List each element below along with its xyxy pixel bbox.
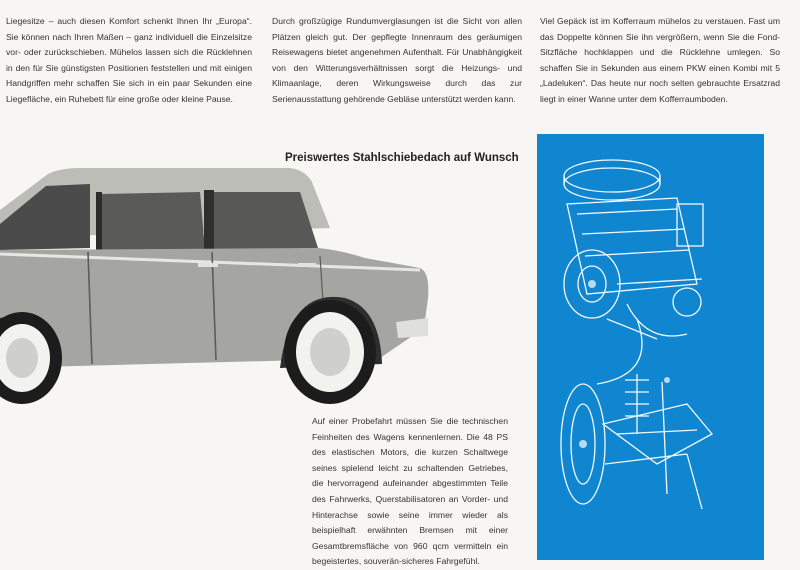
car-photo — [0, 168, 430, 408]
engine-illustration-panel — [537, 134, 764, 560]
paragraph-luggage: Viel Gepäck ist im Kofferraum mühelos zu verstauen. Fast um das Doppelte können Sie ihn vergrößern, wenn Sie die Fond-Sitzfläche hochklappen und die Rücklehne umlegen. So schaffen Sie in Sekunden aus einem PKW einen Kombi mit 5 „Ladeluken“. Das heute nur noch selten gebrauchte Ersatzrad liegt in einer Wanne unter dem Kofferraumboden. — [540, 16, 780, 104]
text-column-right — [540, 14, 780, 108]
text-column-left — [6, 14, 252, 108]
section-heading: Preiswertes Stahlschiebedach auf Wunsch — [285, 152, 519, 164]
test-drive-text — [312, 414, 508, 570]
paragraph-seats: Liegesitze – auch diesen Komfort schenkt Ihnen Ihr „Europa“. Sie können nach Ihren Maßen – ganz individuell die Einzelsitze vor- oder zurückschieben. Mühelos lassen sich die Rücklehnen in den für Sie günstigsten Positionen feststellen und mit einigen Handgriffen mehr schaffen Sie sich in ein paar Sekunden eine Liegefläche, ein Ruhebett für eine große oder kleine Pause. — [6, 16, 252, 104]
paragraph-test-drive: Auf einer Probefahrt müssen Sie die technischen Feinheiten des Wagens kennenlernen. Die 48 PS des elastischen Motors, die kurzen Schaltwege seines spielend leicht zu schaltenden Getriebes, die hervorragend aufeinander abgestimmten Teile des Fahrwerks, Querstabilisatoren an Vorder- und Hinterachse sowie seine immer wieder als beispielhaft erwähnten Bremsen mit einer Gesamtbremsfläche von 960 qcm vermitteln ein begeistertes, souverän-sicheres Fahrgefühl. — [312, 416, 508, 567]
engine-drawing — [537, 134, 764, 560]
text-column-middle — [272, 14, 522, 108]
paragraph-visibility: Durch großzügige Rundumverglasungen ist die Sicht von allen Plätzen gleich gut. Der gepflegte Innenraum des geräumigen Reisewagens bietet angenehmen Aufenthalt. Für Unabhängigkeit von den Witterungsverhältnissen sorgt die Heizungs- und Klimaanlage, deren Wirkungsweise durch das zur Serienausstattung gehörende Gebläse unterstützt werden kann. — [272, 16, 522, 104]
